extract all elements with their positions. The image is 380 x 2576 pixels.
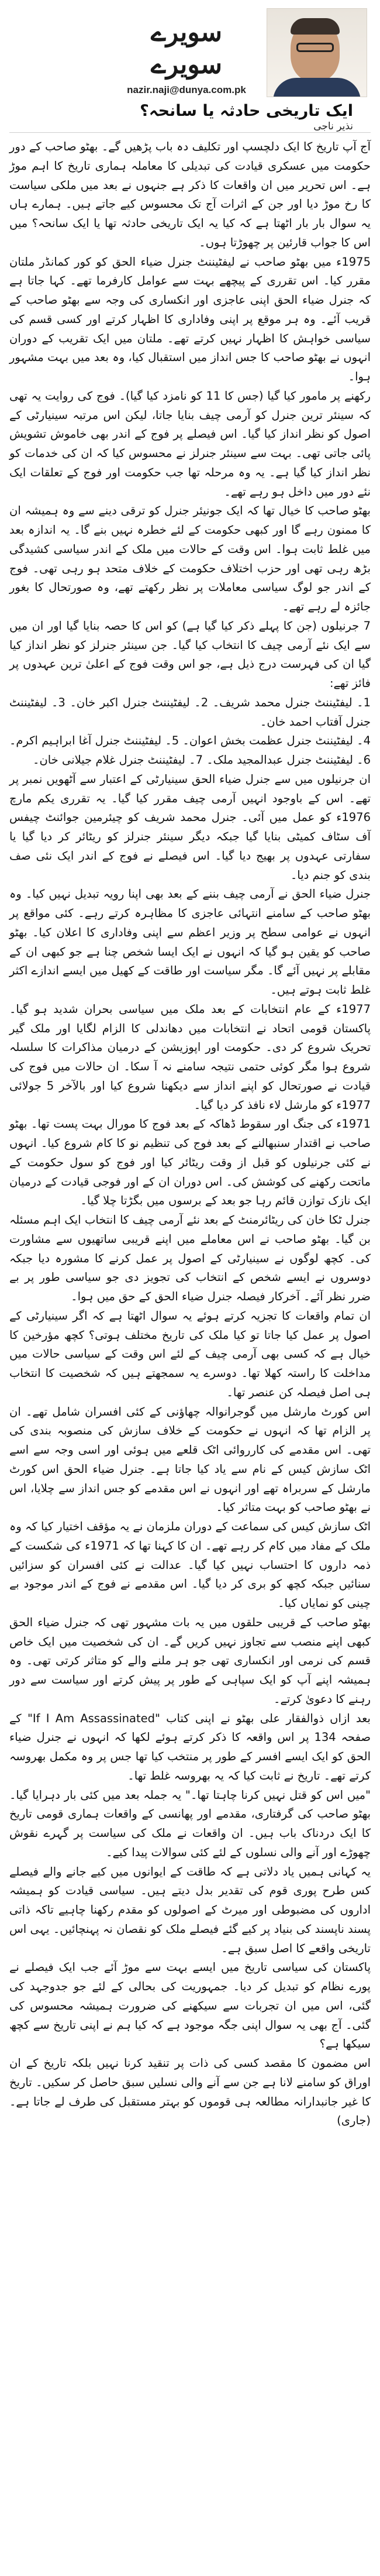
paragraph: 1975ء میں بھٹو صاحب نے لیفٹیننٹ جنرل ضیاء الحق کو کور کمانڈر ملتان مقرر کیا۔ اس تقرری کے پیچھے بہت سے عوامل کارفرما تھے۔ کہا جاتا ہے کہ جنرل ضیاء الحق اپنی عاجزی اور انکساری کی وجہ سے بھٹو صاحب کے قریب آئے۔ وہ ہر موقع پر اپنی وفاداری کا اظہار کرتے اور کسی قسم کی سیاسی خواہش کا اظہار نہیں کرتے تھے۔ ملتان میں ایک تقریب کے دوران انہوں نے بھٹو صاحب کا جس انداز میں استقبال کیا، وہ بعد میں بہت مشہور ہوا۔ [9, 255, 371, 383]
column-brand [119, 16, 254, 96]
paragraph: 7 جرنیلوں (جن کا پہلے ذکر کیا گیا ہے) کو اس کا حصہ بنایا گیا اور ان میں سے ایک نئے آرمی چیف کا انتخاب کیا گیا۔ جن سینئر جنرلز کو نظر انداز کیا گیا ان کی فہرست درج ذیل ہے، جو اس وقت فوج کے اعلیٰ ترین عہدوں پر فائز تھے: [9, 619, 371, 690]
author-shirt [273, 78, 361, 97]
paragraph: ان جرنیلوں میں سے جنرل ضیاء الحق سینیارٹی کے اعتبار سے آٹھویں نمبر پر تھے۔ اس کے باوجود انہیں آرمی چیف مقرر کیا گیا۔ یہ تقرری یکم مارچ 1976ء کو عمل میں آئی۔ جنرل محمد شریف کو چیئرمین جوائنٹ چیفس آف سٹاف کمیٹی بنایا گیا جبکہ دیگر سینئر جنرلز کو ریٹائر کر دیا گیا یا سفارتی عہدوں پر بھیج دیا گیا۔ اس فیصلے نے فوج کے اندر ایک نئی صف بندی کو جنم دیا۔ [9, 772, 371, 882]
paragraph: جنرل ٹکا خان کی ریٹائرمنٹ کے بعد نئے آرمی چیف کا انتخاب ایک اہم مسئلہ بن گیا۔ بھٹو صاحب نے اس معاملے میں اپنے قریبی ساتھیوں سے مشاورت کی۔ کچھ لوگوں نے سینیارٹی کے اصول پر عمل کرنے کا مشورہ دیا جبکہ دوسروں نے ایسے شخص کے انتخاب کی تجویز دی جو سیاسی طور پر بے ضرر نظر آئے۔ آخرکار فیصلہ جنرل ضیاء الحق کے حق میں ہوا۔ [9, 1213, 371, 1303]
author-email[interactable]: nazir.naji@dunya.com.pk [127, 84, 246, 95]
list-item: 4۔ لیفٹیننٹ جنرل عظمت بخش اعوان۔ 5۔ لیفٹیننٹ جنرل آغا ابراہیم اکرم۔ 6۔ لیفٹیننٹ جنرل عبدالمجید ملک۔ 7۔ لیفٹیننٹ جنرل غلام جیلانی خان۔ [9, 734, 371, 767]
paragraph: 1971ء کی جنگ اور سقوط ڈھاکہ کے بعد فوج کا مورال بہت پست تھا۔ بھٹو صاحب نے اقتدار سنبھالنے کے بعد فوج کی تنظیم نو کا کام شروع کیا۔ انہوں نے کئی جرنیلوں کو قبل از وقت ریٹائر کیا اور فوج کو سول حکومت کے ماتحت رکھنے کی کوشش کی۔ اس دوران ان کے اور فوجی قیادت کے درمیان ایک نازک توازن قائم رہا جو بعد کے برسوں میں بگڑتا چلا گیا۔ [9, 1117, 371, 1208]
paragraph: بھٹو صاحب کا خیال تھا کہ ایک جونیئر جنرل کو ترقی دینے سے وہ ہمیشہ ان کا ممنون رہے گا اور کبھی حکومت کے لئے خطرہ نہیں بنے گا۔ یہ اندازہ بعد میں غلط ثابت ہوا۔ اس وقت کے حالات میں ملک کے اندر سیاسی کشیدگی بڑھ رہی تھی اور حزب اختلاف حکومت کے خلاف متحد ہو رہی تھی۔ فوج کے اندر جو لوگ سیاسی معاملات پر نظر رکھتے تھے، وہ صورتحال کا بغور جائزہ لے رہے تھے۔ [9, 504, 371, 613]
article-body [9, 138, 371, 2131]
column-header [9, 8, 371, 134]
paragraph: "میں اس کو قتل نہیں کرنا چاہتا تھا۔" یہ جملہ بعد میں کئی بار دہرایا گیا۔ بھٹو صاحب کی گرفتاری، مقدمے اور پھانسی کے واقعات ہماری قومی تاریخ کا ایک دردناک باب ہیں۔ ان واقعات نے ملک کی سیاست پر گہرے نقوش چھوڑے اور آنے والی نسلوں کے لئے کئی سوالات پیدا کیے۔ [9, 1788, 371, 1859]
author-photo [267, 8, 367, 97]
paragraph: یہ کہانی ہمیں یاد دلاتی ہے کہ طاقت کے ایوانوں میں کیے جانے والے فیصلے کس طرح پوری قوم کی تقدیر بدل دیتے ہیں۔ سیاسی قیادت کو ہمیشہ اداروں کی مضبوطی اور میرٹ کے اصولوں کو مقدم رکھنا چاہیے تاکہ ذاتی پسند ناپسند کی بنیاد پر کیے گئے فیصلے ملک کو نقصان نہ پہنچائیں۔ یہی اس تاریخی واقعے کا اصل سبق ہے۔ [9, 1864, 371, 1955]
paragraph: اس مضمون کا مقصد کسی کی ذات پر تنقید کرنا نہیں بلکہ تاریخ کے ان اوراق کو سامنے لانا ہے جن سے آنے والی نسلیں سبق حاصل کر سکیں۔ تاریخ کا غیر جانبدارانہ مطالعہ ہی قوموں کو بہتر مستقبل کی طرف لے جاتا ہے۔ (جاری) [9, 2056, 371, 2128]
article-headline: ایک تاریخی حادثہ یا سانحہ؟ [140, 102, 353, 120]
list-item: 1۔ لیفٹیننٹ جنرل محمد شریف۔ 2۔ لیفٹیننٹ جنرل اکبر خان۔ 3۔ لیفٹیننٹ جنرل آفتاب احمد خان۔ [9, 695, 371, 729]
paragraph: آج آپ تاریخ کا ایک دلچسپ اور تکلیف دہ باب پڑھیں گے۔ بھٹو صاحب کے دور حکومت میں عسکری قیادت کی تبدیلی کا معاملہ ہماری تاریخ کا اہم موڑ ہے۔ اس تحریر میں ان واقعات کا ذکر ہے جنہوں نے بعد میں ملکی سیاست کا رخ موڑ دیا اور جن کے اثرات آج تک محسوس کیے جاتے ہیں۔ ہمارے ہاں یہ سوال بار بار اٹھتا ہے کہ کیا یہ ایک تاریخی حادثہ تھا یا ایک سانحہ؟ میں اس کا جواب قارئین پر چھوڑتا ہوں۔ [9, 140, 371, 249]
author-hair [291, 18, 340, 35]
author-name: نذیر ناجی [313, 121, 353, 132]
generals-list [9, 693, 371, 770]
paragraph: اٹک سازش کیس کی سماعت کے دوران ملزمان نے یہ مؤقف اختیار کیا کہ وہ ملک کے مفاد میں کام کر رہے تھے۔ ان کا کہنا تھا کہ 1971ء کی شکست کے ذمہ داروں کا احتساب نہیں کیا گیا۔ عدالت نے کئی افسران کو سزائیں سنائیں جبکہ کچھ کو بری کر دیا گیا۔ اس مقدمے نے فوج کے اندر موجود بے چینی کو نمایاں کیا۔ [9, 1520, 371, 1610]
paragraph: بعد ازاں ذوالفقار علی بھٹو نے اپنی کتاب "If I Am Assassinated" کے صفحہ 134 پر اس واقعہ کا ذکر کرتے ہوئے لکھا کہ انہوں نے جنرل ضیاء الحق کو ایک ایسے افسر کے طور پر منتخب کیا تھا جس پر وہ مکمل بھروسہ کرتے تھے۔ تاریخ نے ثابت کیا کہ یہ بھروسہ غلط تھا۔ [9, 1711, 371, 1782]
paragraph: 1977ء کے عام انتخابات کے بعد ملک میں سیاسی بحران شدید ہو گیا۔ پاکستان قومی اتحاد نے انتخابات میں دھاندلی کا الزام لگایا اور ملک گیر تحریک شروع کر دی۔ حکومت اور اپوزیشن کے درمیان مذاکرات کا سلسلہ شروع ہوا مگر کوئی حتمی نتیجہ سامنے نہ آ سکا۔ ان حالات میں فوج کی قیادت نے صورتحال کو اپنے انداز سے دیکھنا شروع کیا اور بالآخر 5 جولائی 1977ء کو مارشل لاء نافذ کر دیا گیا۔ [9, 1002, 371, 1112]
column-name: سویرے سویرے [151, 18, 222, 80]
paragraph: بھٹو صاحب کے قریبی حلقوں میں یہ بات مشہور تھی کہ جنرل ضیاء الحق کبھی اپنے منصب سے تجاوز نہیں کریں گے۔ ان کی شخصیت میں ایک خاص قسم کی نرمی اور انکساری تھی جو ہر ملنے والے کو متاثر کرتی تھی۔ وہ ہمیشہ اپنے آپ کو ایک سپاہی کے طور پر پیش کرتے اور سیاست سے دور رہنے کا دعویٰ کرتے۔ [9, 1615, 371, 1706]
header-divider [9, 132, 371, 133]
paragraph: جنرل ضیاء الحق نے آرمی چیف بننے کے بعد بھی اپنا رویہ تبدیل نہیں کیا۔ وہ بھٹو صاحب کے سامنے انتہائی عاجزی کا مظاہرہ کرتے رہے۔ کئی مواقع پر انہوں نے عوامی سطح پر وزیر اعظم سے اپنی وفاداری کا اعلان کیا۔ بھٹو صاحب کو یقین ہو گیا کہ انہوں نے ایک ایسا شخص چنا ہے جو کبھی ان کے مقابلے پر نہیں آئے گا۔ مگر سیاست اور طاقت کے کھیل میں ایسے اندازے اکثر غلط ثابت ہوتے ہیں۔ [9, 887, 371, 997]
paragraph: اس کورٹ مارشل میں گوجرانوالہ چھاؤنی کے کئی افسران شامل تھے۔ ان پر الزام تھا کہ انہوں نے حکومت کے خلاف سازش کی منصوبہ بندی کی تھی۔ اس مقدمے کی کارروائی اٹک قلعے میں ہوئی اور اسی وجہ سے اسے اٹک سازش کیس کے نام سے یاد کیا جاتا ہے۔ جنرل ضیاء الحق اس کورٹ مارشل کے سربراہ تھے اور انہوں نے اس مقدمے کو جس انداز سے چلایا، اس نے بھٹو صاحب کو بہت متاثر کیا۔ [9, 1404, 371, 1514]
paragraph: ان تمام واقعات کا تجزیہ کرتے ہوئے یہ سوال اٹھتا ہے کہ اگر سینیارٹی کے اصول پر عمل کیا جاتا تو کیا ملک کی تاریخ مختلف ہوتی؟ کچھ مؤرخین کا خیال ہے کہ کسی بھی آرمی چیف کے لئے اس وقت کے سیاسی حالات میں مداخلت کا راستہ کھلا تھا۔ دوسرے یہ سمجھتے ہیں کہ شخصیت کا انتخاب ہی اصل فیصلہ کن عنصر تھا۔ [9, 1308, 371, 1399]
author-glasses [296, 43, 334, 52]
paragraph: رکھنے پر مامور کیا گیا (جس کا 11 کو نامزد کیا گیا)۔ فوج کی روایت یہ تھی کہ سینئر ترین جنرل کو آرمی چیف بنایا جاتا، لیکن اس مرتبہ سینیارٹی کے اصول کو نظر انداز کیا گیا۔ اس فیصلے پر فوج کے اندر بھی خاموش تشویش پائی جاتی تھی۔ بہت سے سینئر جنرلز نے محسوس کیا کہ ان کی خدمات کو نظر انداز کیا گیا ہے۔ یہ وہ مرحلہ تھا جب حکومت اور فوج کے تعلقات ایک نئے دور میں داخل ہو رہے تھے۔ [9, 389, 371, 499]
paragraph: پاکستان کی سیاسی تاریخ میں ایسے بہت سے موڑ آئے جب ایک فیصلے نے پورے نظام کو تبدیل کر دیا۔ جمہوریت کی بحالی کے لئے جو جدوجہد کی گئی، اس میں ان تجربات سے سیکھنے کی ضرورت ہمیشہ محسوس کی گئی۔ آج بھی یہ سوال اپنی جگہ موجود ہے کہ کیا ہم نے اپنی تاریخ سے کچھ سیکھا ہے؟ [9, 1960, 371, 2051]
